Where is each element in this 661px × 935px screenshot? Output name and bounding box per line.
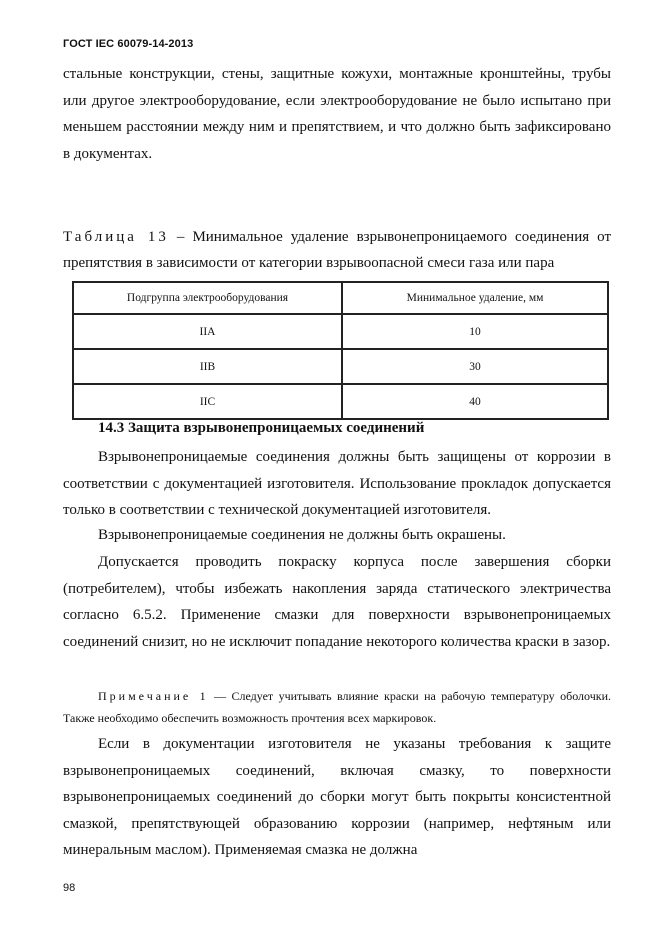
paragraph-grease: Если в документации изготовителя не указаны требования к защите взрывонепроницаемых соединений, включая смазку, то поверхности взрывонепроницаемых соединений до сборки могут быть покрыты консистентной смазкой, препятствующей образованию коррозии (например, нефтяным или минеральным маслом). Применяемая смазка не должна xyxy=(63,736,611,858)
paragraph-corrosion: Взрывонепроницаемые соединения должны быть защищены от коррозии в соответствии с документацией изготовителя. Использование прокладок допускается только в соответствии с технической документацией изготовителя. xyxy=(63,449,611,518)
note-label: Примечание 1 xyxy=(98,689,209,703)
table-row xyxy=(73,349,608,384)
section-title: 14.3 Защита взрывонепроницаемых соединений xyxy=(98,420,425,436)
cell-subgroup: IIB xyxy=(73,349,342,384)
cell-distance: 30 xyxy=(342,349,608,384)
table-caption-text: – Минимальное удаление взрывонепроницаемого соединения от препятствия в зависимости от категории взрывоопасной смеси газа или пара xyxy=(63,229,612,271)
note-text: Следует учитывать влияние краски на рабочую температуру оболочки. Также необходимо обеспечить возможность прочтения всех маркировок. xyxy=(63,689,611,725)
table-caption xyxy=(63,224,611,276)
header-min-distance: Минимальное удаление, мм xyxy=(342,282,608,314)
header-equipment-subgroup: Подгруппа электрооборудования xyxy=(73,282,342,314)
table-row xyxy=(73,384,608,419)
paragraph-painting: Допускается проводить покраску корпуса после завершения сборки (потребителем), чтобы избежать накопления заряда статического электричества согласно 6.5.2. Применение смазки для поверхности взрывонепроницаемых соединений снизит, но не исключит попадание некоторого количества краски в зазор. xyxy=(63,554,611,650)
document-header: ГОСТ IEC 60079-14-2013 xyxy=(63,38,194,50)
clearance-table xyxy=(72,281,609,420)
cell-subgroup: IIC xyxy=(73,384,342,419)
page-number: 98 xyxy=(63,882,76,894)
cell-distance: 40 xyxy=(342,384,608,419)
paragraph-no-paint: Взрывонепроницаемые соединения не должны быть окрашены. xyxy=(98,527,506,543)
cell-subgroup: IIA xyxy=(73,314,342,349)
cell-distance: 10 xyxy=(342,314,608,349)
paragraph-obstacles: стальные конструкции, стены, защитные кожухи, монтажные кронштейны, трубы или другое электрооборудование, если электрооборудование не было испытано при меньшем расстоянии между ним и препятствием, и что должно быть зафиксировано в документах. xyxy=(63,66,611,162)
note-1 xyxy=(63,685,611,729)
table-header-row xyxy=(73,282,608,314)
table-row xyxy=(73,314,608,349)
table-caption-label: Таблица 13 xyxy=(63,229,169,245)
note-dash: — xyxy=(208,689,232,703)
